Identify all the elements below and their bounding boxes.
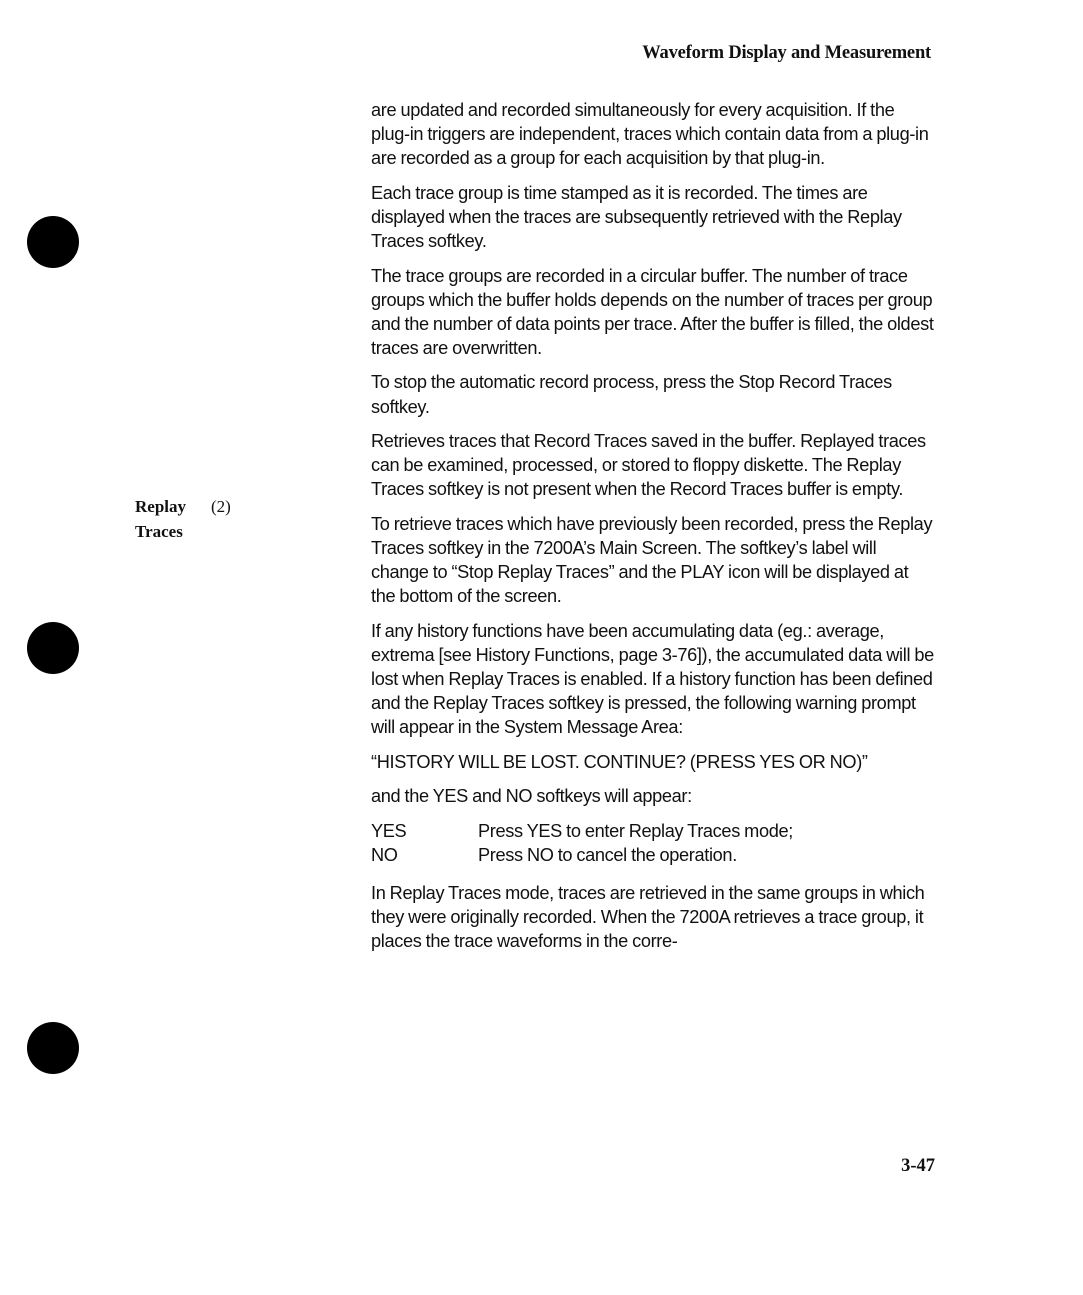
softkey-table xyxy=(371,819,936,867)
paragraph: Each trace group is time stamped as it is recorded. The times are displayed when the traces are subsequently retrieved with the Replay Traces softkey. xyxy=(371,182,902,251)
paragraph: To retrieve traces which have previously been recorded, press the Replay Traces softkey in the 7200A’s Main Screen. The softkey’s label will change to “Stop Replay Traces” and the PLAY icon will be displayed at the bottom of the screen. xyxy=(371,513,933,607)
paragraph: Retrieves traces that Record Traces saved in the buffer. Replayed traces can be examined, processed, or stored to floppy diskette. The Replay Traces softkey is not present when the Record Traces buffer is empty. xyxy=(371,431,926,500)
softkey-description: Press NO to cancel the operation. xyxy=(478,845,737,866)
softkey-name: NO xyxy=(371,845,398,866)
binder-hole-top xyxy=(27,216,79,268)
running-head: Waveform Display and Measurement xyxy=(642,43,931,63)
margin-label-line2: Traces xyxy=(135,522,183,541)
paragraph: and the YES and NO softkeys will appear: xyxy=(371,786,692,807)
paragraph: To stop the automatic record process, press the Stop Record Traces softkey. xyxy=(371,372,892,417)
page-number: 3-47 xyxy=(901,1156,935,1176)
margin-label-number: (2) xyxy=(211,497,231,516)
softkey-row xyxy=(371,819,936,843)
softkey-row xyxy=(371,843,936,867)
margin-label xyxy=(135,494,231,544)
margin-label-line1: Replay xyxy=(135,497,186,516)
warning-prompt: “HISTORY WILL BE LOST. CONTINUE? (PRESS YES OR NO)” xyxy=(371,751,868,772)
binder-hole-bottom xyxy=(27,1022,79,1074)
softkey-name: YES xyxy=(371,820,407,841)
softkey-description: Press YES to enter Replay Traces mode; xyxy=(478,820,793,841)
paragraph: The trace groups are recorded in a circular buffer. The number of trace groups which the buffer holds depends on the number of traces per group and the number of data points per trace. After the buffer is filled, the oldest traces are overwritten. xyxy=(371,265,934,358)
paragraph: If any history functions have been accumulating data (eg.: average, extrema [see History Functions, page 3-76]), the accumulated data will be lost when Replay Traces is enabled. If a history function has been defined and the Replay Traces softkey is pressed, the following warning prompt will appear in the System Message Area: xyxy=(371,620,934,738)
paragraph: In Replay Traces mode, traces are retrieved in the same groups in which they were originally recorded. When the 7200A retrieves a trace group, it places the trace waveforms in the corre- xyxy=(371,883,925,952)
binder-hole-middle xyxy=(27,622,79,674)
paragraph: are updated and recorded simultaneously for every acquisition. If the plug-in triggers are independent, traces which contain data from a plug-in are recorded as a group for each acquisition by that plug-in. xyxy=(371,100,929,169)
body-text xyxy=(371,98,936,964)
